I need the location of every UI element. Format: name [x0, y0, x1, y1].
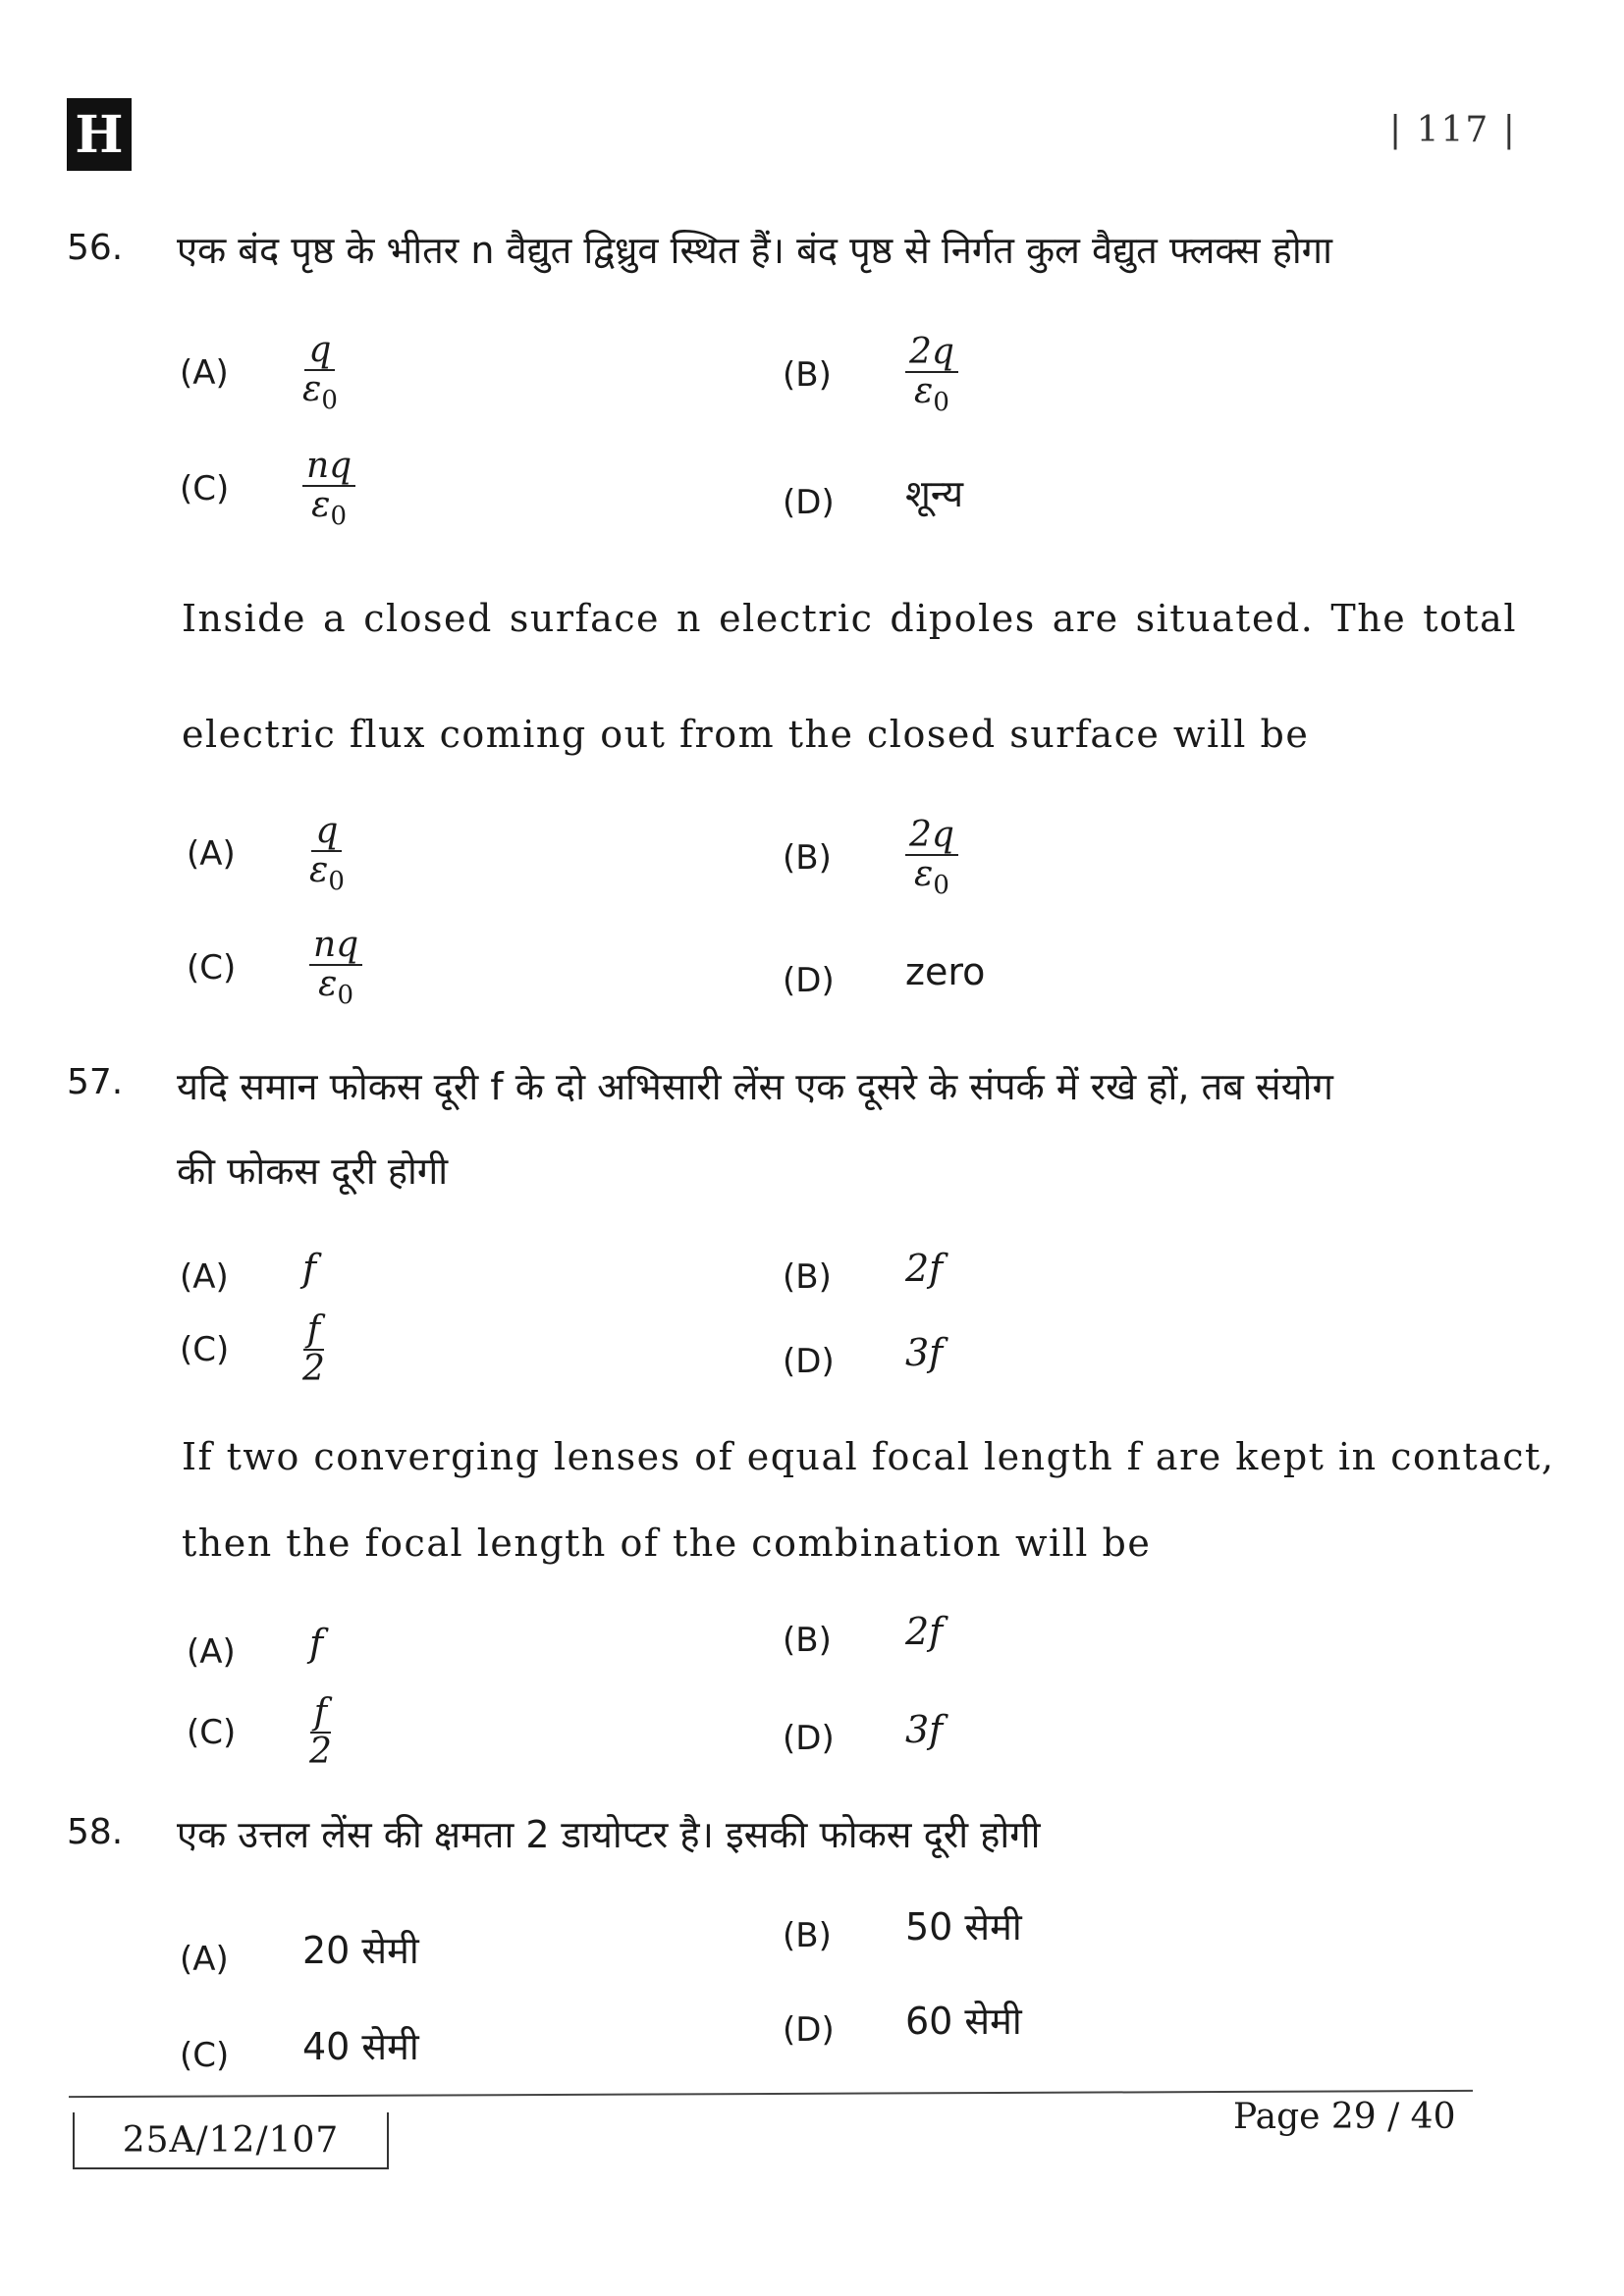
- answer-option[interactable]: [783, 1708, 943, 1758]
- denominator-subscript: 0: [330, 501, 348, 531]
- page-indicator: Page 29 / 40: [1233, 2097, 1456, 2137]
- option-value: 2f: [905, 1610, 944, 1653]
- denominator-symbol: ε: [302, 368, 322, 409]
- denominator-subscript: 0: [933, 387, 949, 417]
- question-text-hindi: एक उत्तल लेंस की क्षमता 2 डायोप्टर है। इसकी फोकस दूरी होगी: [177, 1813, 1041, 1856]
- fraction-denominator: [309, 849, 345, 896]
- question-text-english: then the focal length of the combination will be: [182, 1522, 1152, 1565]
- answer-option[interactable]: [783, 1247, 943, 1297]
- answer-option[interactable]: [783, 1610, 943, 1660]
- denominator-subscript: 0: [337, 980, 354, 1010]
- printed-page-number: | 117 |: [1389, 110, 1517, 150]
- denominator-symbol: ε: [318, 963, 338, 1004]
- answer-option[interactable]: [783, 334, 958, 416]
- option-label: (B): [783, 1620, 832, 1660]
- answer-option[interactable]: [180, 1247, 316, 1297]
- answer-option[interactable]: [783, 1331, 943, 1381]
- option-value: 50 सेमी: [905, 1905, 1022, 1949]
- fraction-numerator: f: [310, 1694, 331, 1734]
- option-label: (C): [187, 1712, 237, 1752]
- option-label: (A): [187, 834, 236, 875]
- paper-code: 25A/12/107: [73, 2112, 389, 2169]
- option-label: (C): [180, 2035, 230, 2075]
- option-fraction: [309, 927, 362, 1009]
- denominator-symbol: ε: [311, 484, 331, 525]
- question-text-english: electric flux coming out from the closed surface will be: [182, 713, 1310, 756]
- fraction-numerator: f: [303, 1311, 324, 1351]
- option-label: (D): [783, 482, 835, 522]
- option-value: 60 सेमी: [905, 2000, 1022, 2043]
- option-label: (D): [783, 1341, 835, 1381]
- option-fraction: [302, 1311, 325, 1388]
- answer-option[interactable]: [187, 813, 345, 895]
- fraction-numerator: q: [311, 813, 342, 852]
- option-label: (D): [783, 1718, 835, 1758]
- option-value: zero: [905, 950, 986, 993]
- option-value: f: [309, 1622, 324, 1665]
- denominator-subscript: 0: [328, 866, 345, 896]
- answer-option[interactable]: [187, 1622, 323, 1672]
- answer-option[interactable]: [180, 1311, 325, 1388]
- option-value: 3f: [905, 1708, 944, 1751]
- option-value: 2f: [905, 1247, 944, 1290]
- option-label: (C): [187, 948, 237, 988]
- option-value: शून्य: [905, 472, 964, 515]
- fraction-denominator: [302, 1348, 325, 1389]
- option-value: 20 सेमी: [302, 1929, 419, 1972]
- question-number: 58.: [67, 1812, 124, 1852]
- answer-option[interactable]: [783, 1900, 1022, 1955]
- denominator-symbol: ε: [914, 853, 934, 894]
- option-label: (A): [187, 1631, 236, 1672]
- option-fraction: [905, 334, 958, 416]
- denominator-subscript: 0: [933, 870, 949, 900]
- option-label: (A): [180, 1939, 229, 1979]
- option-fraction: [302, 448, 355, 530]
- fraction-denominator: [318, 963, 354, 1010]
- option-label: (D): [783, 960, 835, 1000]
- denominator-symbol: ε: [309, 849, 329, 890]
- answer-option[interactable]: [783, 467, 963, 522]
- option-fraction: [302, 332, 338, 414]
- fraction-numerator: 2q: [905, 334, 958, 373]
- question-text-hindi: यदि समान फोकस दूरी f के दो अभिसारी लेंस एक दूसरे के संपर्क में रखे हों, तब संयोग: [177, 1065, 1333, 1108]
- option-value: 40 सेमी: [302, 2025, 419, 2068]
- fraction-denominator: [311, 484, 348, 531]
- fraction-numerator: 2q: [905, 817, 958, 856]
- fraction-denominator: [914, 370, 949, 417]
- option-label: (C): [180, 1329, 230, 1369]
- fraction-denominator: [914, 853, 949, 900]
- answer-option[interactable]: [180, 1924, 419, 1979]
- answer-option[interactable]: [180, 2020, 419, 2075]
- option-value: f: [302, 1247, 317, 1290]
- set-letter-badge: H: [67, 98, 132, 171]
- denominator-subscript: 0: [321, 385, 338, 415]
- option-label: (C): [180, 469, 230, 509]
- answer-option[interactable]: [187, 927, 362, 1009]
- option-fraction: [309, 813, 345, 895]
- option-label: (B): [783, 838, 832, 879]
- answer-option[interactable]: [783, 950, 985, 1000]
- question-number: 57.: [67, 1062, 124, 1102]
- question-text-english: If two converging lenses of equal focal length f are kept in contact,: [182, 1435, 1555, 1478]
- fraction-numerator: q: [304, 332, 335, 371]
- denominator-symbol: 2: [309, 1731, 332, 1772]
- answer-option[interactable]: [783, 1995, 1022, 2050]
- option-label: (B): [783, 1256, 832, 1297]
- option-value: 3f: [905, 1331, 944, 1374]
- answer-option[interactable]: [180, 332, 338, 414]
- question-text-english: Inside a closed surface n electric dipoles are situated. The total: [182, 597, 1517, 640]
- fraction-numerator: nq: [309, 927, 362, 966]
- question-number: 56.: [67, 228, 124, 268]
- option-fraction: [309, 1694, 332, 1771]
- answer-option[interactable]: [187, 1694, 332, 1771]
- option-label: (D): [783, 2009, 835, 2050]
- option-label: (B): [783, 1915, 832, 1955]
- denominator-symbol: 2: [302, 1348, 325, 1389]
- answer-option[interactable]: [783, 817, 958, 899]
- question-text-hindi: एक बंद पृष्ठ के भीतर n वैद्युत द्विध्रुव स्थित हैं। बंद पृष्ठ से निर्गत कुल वैद्युत फ्लक्स होगा: [177, 229, 1332, 272]
- question-text-hindi: की फोकस दूरी होगी: [177, 1149, 449, 1193]
- denominator-symbol: ε: [914, 370, 934, 411]
- fraction-numerator: nq: [302, 448, 355, 487]
- option-label: (A): [180, 353, 229, 394]
- fraction-denominator: [309, 1731, 332, 1772]
- option-fraction: [905, 817, 958, 899]
- option-label: (B): [783, 355, 832, 396]
- fraction-denominator: [302, 368, 338, 415]
- answer-option[interactable]: [180, 448, 355, 530]
- option-label: (A): [180, 1256, 229, 1297]
